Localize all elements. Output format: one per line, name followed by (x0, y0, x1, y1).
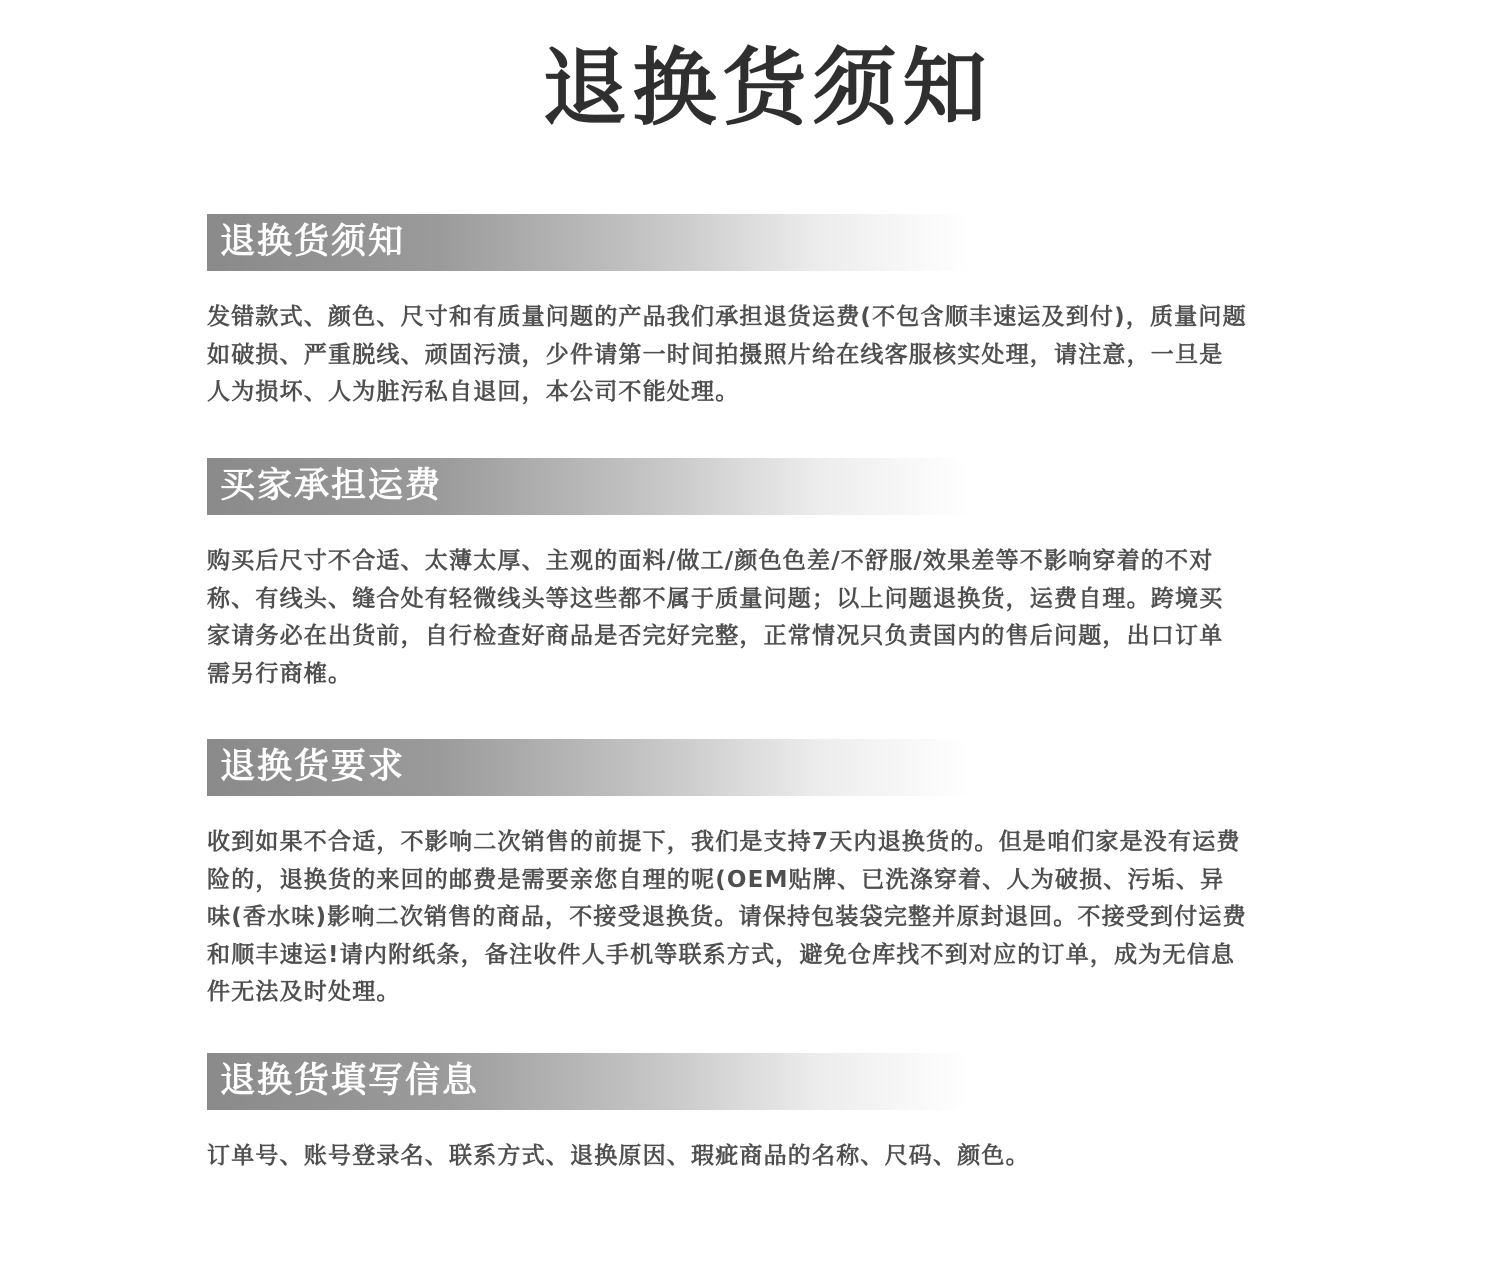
section-buyer-shipping (207, 458, 1247, 693)
section-body: 收到如果不合适，不影响二次销售的前提下，我们是支持7天内退换货的。但是咱们家是没有运费险的，退换货的来回的邮费是需要亲您自理的呢(OEM贴牌、已洗涤穿着、人为破损、污垢、异味(香水味)影响二次销售的商品，不接受退换货。请保持包装袋完整并原封退回。不接受到付运费和顺丰速运!请内附纸条，备注收件人手机等联系方式，避免仓库找不到对应的订单，成为无信息件无法及时处理。 (207, 829, 1247, 1005)
section-heading: 买家承担运费 (220, 466, 443, 506)
section-body: 订单号、账号登录名、联系方式、退换原因、瑕疵商品的名称、尺码、颜色。 (207, 1143, 1030, 1169)
section-header (207, 1053, 969, 1110)
section-return-info (207, 1053, 1247, 1176)
section-header (207, 458, 969, 515)
section-header (207, 214, 969, 271)
page-title: 退换货须知 (542, 39, 993, 137)
section-return-notice (207, 214, 1247, 412)
section-return-requirements (207, 739, 1247, 1012)
section-body: 购买后尺寸不合适、太薄太厚、主观的面料/做工/颜色色差/不舒服/效果差等不影响穿着的不对称、有线头、缝合处有轻微线头等这些都不属于质量问题；以上问题退换货，运费自理。跨境买家请务必在出货前，自行检查好商品是否完好完整，正常情况只负责国内的售后问题，出口订单需另行商榷。 (207, 548, 1224, 687)
section-heading: 退换货须知 (220, 222, 406, 262)
section-heading: 退换货要求 (220, 747, 406, 787)
section-body: 发错款式、颜色、尺寸和有质量问题的产品我们承担退货运费(不包含顺丰速运及到付)，质量问题如破损、严重脱线、顽固污渍，少件请第一时间拍摄照片给在线客服核实处理，请注意，一旦是人为损坏、人为脏污私自退回，本公司不能处理。 (207, 304, 1247, 405)
section-heading: 退换货填写信息 (220, 1061, 480, 1101)
section-header (207, 739, 969, 796)
